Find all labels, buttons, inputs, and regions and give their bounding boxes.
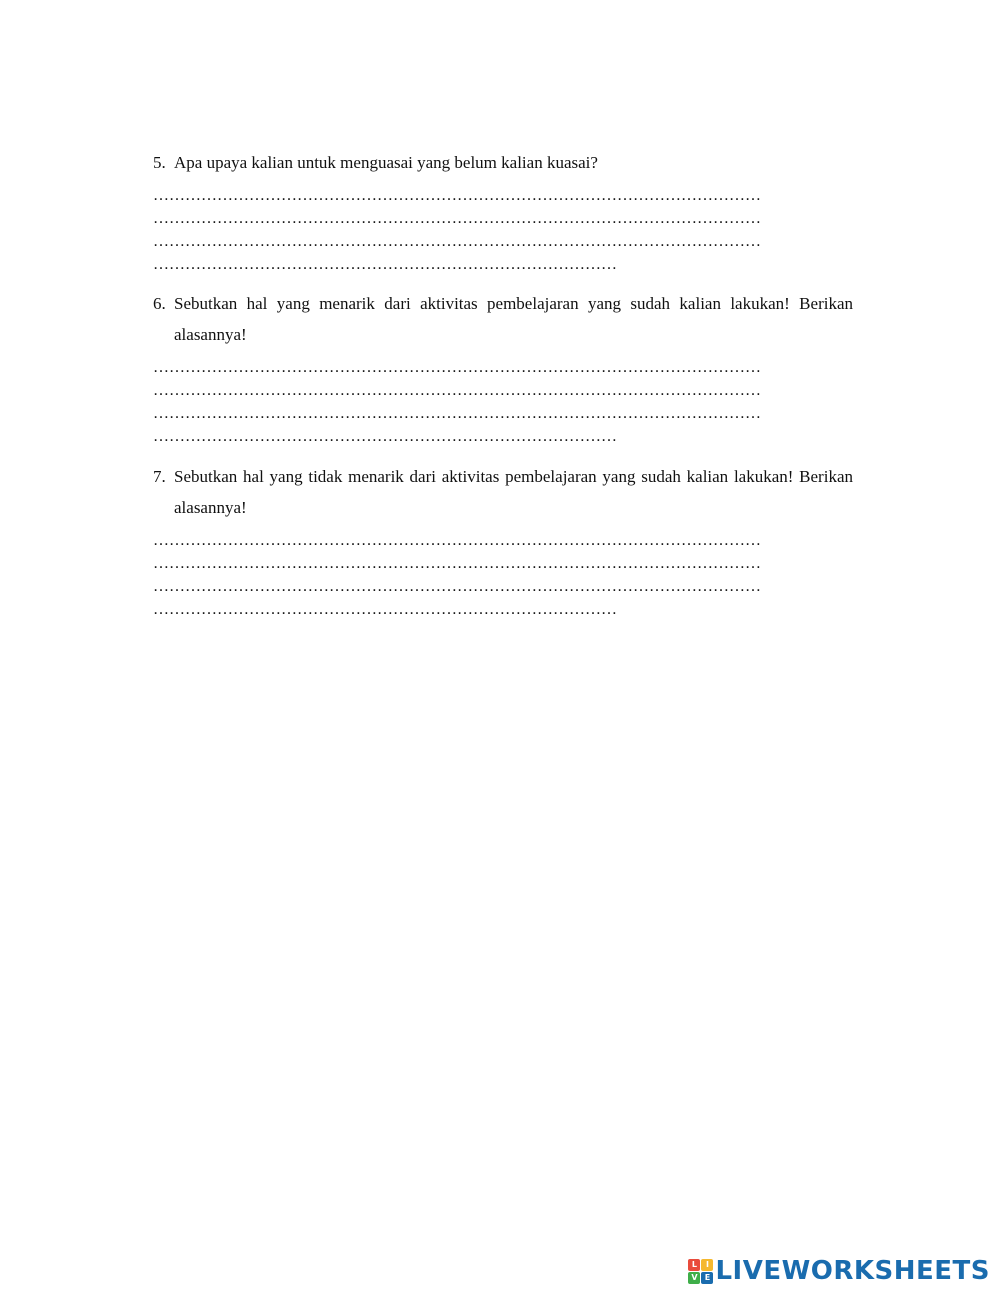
logo-letter: L xyxy=(688,1259,700,1271)
question-6 xyxy=(153,288,853,448)
question-text: Sebutkan hal yang tidak menarik dari aktivitas pembelajaran yang sudah kalian lakukan! Berikan alasannya! xyxy=(174,467,853,517)
question-5 xyxy=(153,147,853,276)
question-number: 6. xyxy=(153,294,166,313)
answer-line[interactable]: …………………………………………………………………………………………………… xyxy=(153,578,761,595)
answer-line[interactable]: …………………………………………………………………………………………………… xyxy=(153,187,761,204)
question-6-text-row xyxy=(153,288,853,350)
answer-line[interactable]: …………………………………………………………………………………………………… xyxy=(153,532,761,549)
question-number: 5. xyxy=(153,153,166,172)
logo-letter: E xyxy=(701,1272,713,1284)
question-7-text-row xyxy=(153,461,853,523)
logo-letter: I xyxy=(701,1259,713,1271)
answer-line[interactable]: …………………………………………………………………………… xyxy=(153,428,617,445)
answer-line[interactable]: …………………………………………………………………………… xyxy=(153,256,617,273)
question-5-text-row xyxy=(153,147,853,178)
question-text: Sebutkan hal yang menarik dari aktivitas pembelajaran yang sudah kalian lakukan! Berikan alasannya! xyxy=(174,294,853,344)
answer-area-6[interactable] xyxy=(153,356,853,448)
logo-letter: V xyxy=(688,1272,700,1284)
liveworksheets-logo-icon xyxy=(688,1259,713,1284)
answer-line[interactable]: …………………………………………………………………………………………………… xyxy=(153,233,761,250)
answer-line[interactable]: …………………………………………………………………………………………………… xyxy=(153,382,761,399)
question-7 xyxy=(153,461,853,621)
question-text: Apa upaya kalian untuk menguasai yang belum kalian kuasai? xyxy=(174,153,598,172)
answer-line[interactable]: …………………………………………………………………………………………………… xyxy=(153,210,761,227)
answer-line[interactable]: …………………………………………………………………………………………………… xyxy=(153,555,761,572)
liveworksheets-wordmark: LIVEWORKSHEETS xyxy=(715,1256,990,1286)
answer-line[interactable]: …………………………………………………………………………………………………… xyxy=(153,359,761,376)
answer-line[interactable]: …………………………………………………………………………………………………… xyxy=(153,405,761,422)
answer-area-5[interactable] xyxy=(153,184,853,276)
answer-line[interactable]: …………………………………………………………………………… xyxy=(153,601,617,618)
answer-area-7[interactable] xyxy=(153,529,853,621)
question-number: 7. xyxy=(153,467,166,486)
liveworksheets-logo xyxy=(688,1253,990,1289)
